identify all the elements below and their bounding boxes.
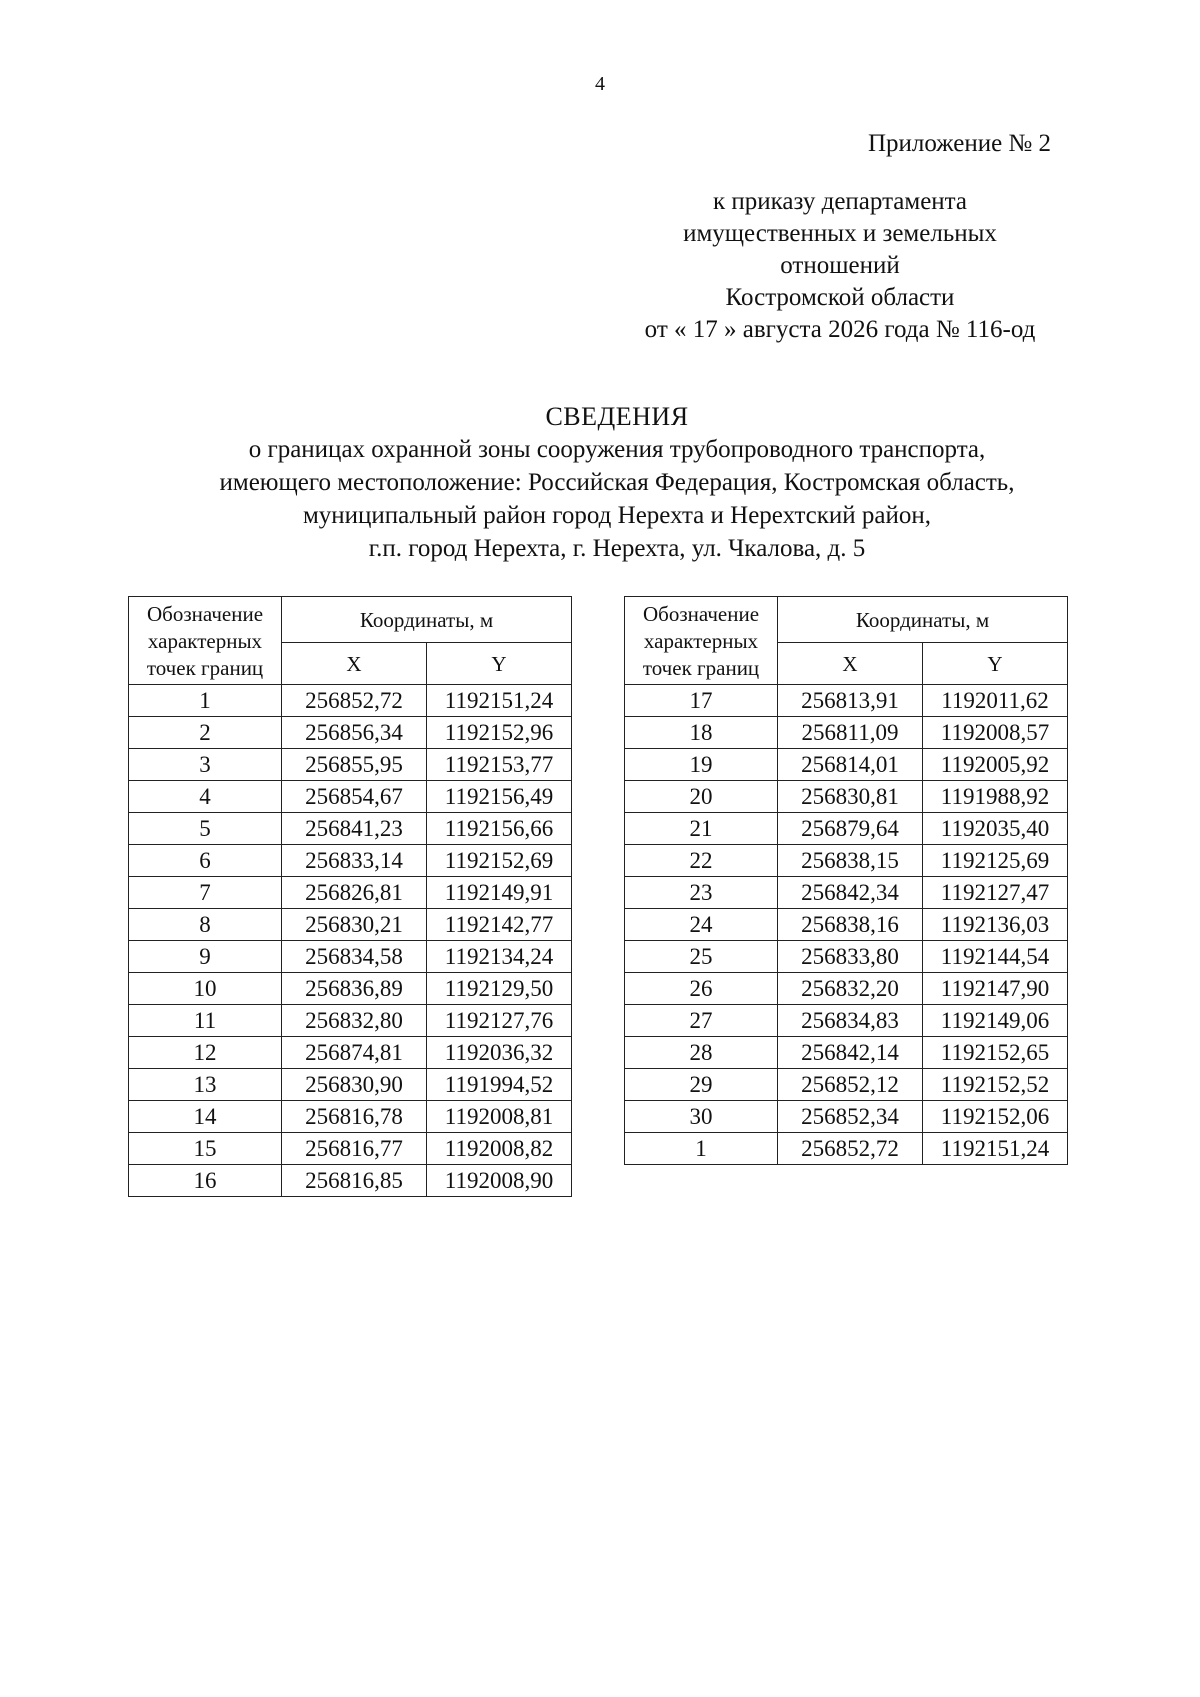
order-date-number: от « 17 » августа 2026 года № 116-од bbox=[644, 316, 1036, 343]
table-row bbox=[625, 781, 1068, 813]
point-cell: 17 bbox=[625, 685, 778, 717]
table-row bbox=[129, 845, 572, 877]
point-cell: 6 bbox=[129, 845, 282, 877]
table-row bbox=[129, 781, 572, 813]
y-coordinate-cell: 1192008,81 bbox=[427, 1101, 572, 1133]
point-column-header bbox=[625, 597, 778, 685]
x-coordinate-cell: 256830,90 bbox=[282, 1069, 427, 1101]
x-coordinate-cell: 256826,81 bbox=[282, 877, 427, 909]
y-coordinate-cell: 1192011,62 bbox=[923, 685, 1068, 717]
table-row bbox=[129, 1069, 572, 1101]
header-text: Обозначение bbox=[146, 602, 264, 626]
table-row bbox=[129, 973, 572, 1005]
y-coordinate-cell: 1192151,24 bbox=[923, 1133, 1068, 1165]
x-column-header: X bbox=[778, 643, 923, 685]
x-coordinate-cell: 256855,95 bbox=[282, 749, 427, 781]
point-cell: 27 bbox=[625, 1005, 778, 1037]
x-coordinate-cell: 256833,80 bbox=[778, 941, 923, 973]
x-coordinate-cell: 256813,91 bbox=[778, 685, 923, 717]
y-coordinate-cell: 1192008,90 bbox=[427, 1165, 572, 1197]
table-row bbox=[625, 1037, 1068, 1069]
point-cell: 1 bbox=[129, 685, 282, 717]
table-row bbox=[625, 1133, 1068, 1165]
point-cell: 13 bbox=[129, 1069, 282, 1101]
header-text: характерных bbox=[643, 629, 759, 653]
x-coordinate-cell: 256834,83 bbox=[778, 1005, 923, 1037]
table-row bbox=[129, 1005, 572, 1037]
header-text: характерных bbox=[147, 629, 263, 653]
appendix-label: Приложение № 2 bbox=[868, 130, 1052, 157]
table-row bbox=[129, 941, 572, 973]
y-coordinate-cell: 1192152,96 bbox=[427, 717, 572, 749]
point-cell: 25 bbox=[625, 941, 778, 973]
point-cell: 29 bbox=[625, 1069, 778, 1101]
y-coordinate-cell: 1192036,32 bbox=[427, 1037, 572, 1069]
y-coordinate-cell: 1192156,66 bbox=[427, 813, 572, 845]
table-row bbox=[625, 1101, 1068, 1133]
y-column-header: Y bbox=[427, 643, 572, 685]
x-coordinate-cell: 256834,58 bbox=[282, 941, 427, 973]
y-coordinate-cell: 1192156,49 bbox=[427, 781, 572, 813]
x-coordinate-cell: 256833,14 bbox=[282, 845, 427, 877]
page-number: 4 bbox=[595, 73, 605, 95]
point-cell: 20 bbox=[625, 781, 778, 813]
point-column-header bbox=[129, 597, 282, 685]
x-coordinate-cell: 256852,72 bbox=[282, 685, 427, 717]
point-cell: 11 bbox=[129, 1005, 282, 1037]
coordinates-header: Координаты, м bbox=[778, 597, 1068, 643]
table-row bbox=[625, 941, 1068, 973]
table-row bbox=[625, 685, 1068, 717]
x-coordinate-cell: 256852,34 bbox=[778, 1101, 923, 1133]
table-row bbox=[625, 973, 1068, 1005]
y-coordinate-cell: 1192152,06 bbox=[923, 1101, 1068, 1133]
heading-line: муниципальный район город Нерехта и Нерехтский район, bbox=[302, 502, 932, 529]
y-coordinate-cell: 1192129,50 bbox=[427, 973, 572, 1005]
coordinates-header: Координаты, м bbox=[282, 597, 572, 643]
point-cell: 5 bbox=[129, 813, 282, 845]
y-column-header: Y bbox=[923, 643, 1068, 685]
y-coordinate-cell: 1192152,65 bbox=[923, 1037, 1068, 1069]
x-coordinate-cell: 256856,34 bbox=[282, 717, 427, 749]
table-row bbox=[625, 717, 1068, 749]
y-coordinate-cell: 1192152,69 bbox=[427, 845, 572, 877]
x-coordinate-cell: 256832,20 bbox=[778, 973, 923, 1005]
x-coordinate-cell: 256830,81 bbox=[778, 781, 923, 813]
order-line: к приказу департамента bbox=[712, 188, 968, 215]
y-coordinate-cell: 1192134,24 bbox=[427, 941, 572, 973]
point-cell: 10 bbox=[129, 973, 282, 1005]
y-coordinate-cell: 1192144,54 bbox=[923, 941, 1068, 973]
y-coordinate-cell: 1192149,91 bbox=[427, 877, 572, 909]
order-line: имущественных и земельных bbox=[683, 220, 997, 247]
table-row bbox=[625, 749, 1068, 781]
x-coordinate-cell: 256852,72 bbox=[778, 1133, 923, 1165]
y-coordinate-cell: 1192008,82 bbox=[427, 1133, 572, 1165]
y-coordinate-cell: 1192125,69 bbox=[923, 845, 1068, 877]
table-row bbox=[129, 685, 572, 717]
point-cell: 26 bbox=[625, 973, 778, 1005]
table-row bbox=[625, 877, 1068, 909]
table-row bbox=[625, 1069, 1068, 1101]
point-cell: 19 bbox=[625, 749, 778, 781]
point-cell: 12 bbox=[129, 1037, 282, 1069]
table-row bbox=[129, 877, 572, 909]
x-coordinate-cell: 256879,64 bbox=[778, 813, 923, 845]
coordinates-table-right bbox=[624, 596, 1068, 1165]
table-row bbox=[129, 717, 572, 749]
x-coordinate-cell: 256842,34 bbox=[778, 877, 923, 909]
point-cell: 18 bbox=[625, 717, 778, 749]
order-line: Костромской области bbox=[725, 284, 955, 311]
heading-line: о границах охранной зоны сооружения трубопроводного транспорта, bbox=[248, 436, 986, 463]
y-coordinate-cell: 1192127,47 bbox=[923, 877, 1068, 909]
x-coordinate-cell: 256842,14 bbox=[778, 1037, 923, 1069]
y-coordinate-cell: 1192142,77 bbox=[427, 909, 572, 941]
table-row bbox=[129, 1165, 572, 1197]
point-cell: 30 bbox=[625, 1101, 778, 1133]
table-row bbox=[625, 845, 1068, 877]
table-row bbox=[129, 1101, 572, 1133]
point-cell: 24 bbox=[625, 909, 778, 941]
y-coordinate-cell: 1191994,52 bbox=[427, 1069, 572, 1101]
x-coordinate-cell: 256874,81 bbox=[282, 1037, 427, 1069]
y-coordinate-cell: 1192149,06 bbox=[923, 1005, 1068, 1037]
x-coordinate-cell: 256838,15 bbox=[778, 845, 923, 877]
table-row bbox=[129, 813, 572, 845]
header-text: Обозначение bbox=[642, 602, 760, 626]
table-row bbox=[625, 813, 1068, 845]
x-coordinate-cell: 256830,21 bbox=[282, 909, 427, 941]
table-row bbox=[129, 1133, 572, 1165]
x-coordinate-cell: 256841,23 bbox=[282, 813, 427, 845]
point-cell: 9 bbox=[129, 941, 282, 973]
coordinates-table-left bbox=[128, 596, 572, 1197]
heading-line: г.п. город Нерехта, г. Нерехта, ул. Чкалова, д. 5 bbox=[368, 535, 866, 562]
y-coordinate-cell: 1192151,24 bbox=[427, 685, 572, 717]
table-row bbox=[625, 909, 1068, 941]
point-cell: 28 bbox=[625, 1037, 778, 1069]
x-coordinate-cell: 256852,12 bbox=[778, 1069, 923, 1101]
x-coordinate-cell: 256811,09 bbox=[778, 717, 923, 749]
document-heading bbox=[0, 400, 1200, 565]
point-cell: 14 bbox=[129, 1101, 282, 1133]
y-coordinate-cell: 1192008,57 bbox=[923, 717, 1068, 749]
point-cell: 22 bbox=[625, 845, 778, 877]
point-cell: 8 bbox=[129, 909, 282, 941]
table-row bbox=[129, 749, 572, 781]
y-coordinate-cell: 1192127,76 bbox=[427, 1005, 572, 1037]
x-coordinate-cell: 256816,85 bbox=[282, 1165, 427, 1197]
x-column-header: X bbox=[282, 643, 427, 685]
header-text: точек границ bbox=[642, 656, 760, 680]
order-line: отношений bbox=[780, 252, 900, 279]
y-coordinate-cell: 1191988,92 bbox=[923, 781, 1068, 813]
x-coordinate-cell: 256836,89 bbox=[282, 973, 427, 1005]
point-cell: 21 bbox=[625, 813, 778, 845]
x-coordinate-cell: 256816,78 bbox=[282, 1101, 427, 1133]
point-cell: 4 bbox=[129, 781, 282, 813]
table-row bbox=[129, 909, 572, 941]
x-coordinate-cell: 256832,80 bbox=[282, 1005, 427, 1037]
y-coordinate-cell: 1192035,40 bbox=[923, 813, 1068, 845]
y-coordinate-cell: 1192005,92 bbox=[923, 749, 1068, 781]
x-coordinate-cell: 256838,16 bbox=[778, 909, 923, 941]
point-cell: 2 bbox=[129, 717, 282, 749]
point-cell: 15 bbox=[129, 1133, 282, 1165]
point-cell: 3 bbox=[129, 749, 282, 781]
order-reference bbox=[600, 186, 1080, 346]
y-coordinate-cell: 1192152,52 bbox=[923, 1069, 1068, 1101]
x-coordinate-cell: 256814,01 bbox=[778, 749, 923, 781]
y-coordinate-cell: 1192136,03 bbox=[923, 909, 1068, 941]
heading-line: имеющего местоположение: Российская Федерация, Костромская область, bbox=[219, 469, 1015, 496]
table-row bbox=[625, 1005, 1068, 1037]
y-coordinate-cell: 1192153,77 bbox=[427, 749, 572, 781]
y-coordinate-cell: 1192147,90 bbox=[923, 973, 1068, 1005]
point-cell: 7 bbox=[129, 877, 282, 909]
point-cell: 23 bbox=[625, 877, 778, 909]
x-coordinate-cell: 256854,67 bbox=[282, 781, 427, 813]
table-row bbox=[129, 1037, 572, 1069]
point-cell: 16 bbox=[129, 1165, 282, 1197]
document-title: СВЕДЕНИЯ bbox=[545, 402, 689, 431]
point-cell: 1 bbox=[625, 1133, 778, 1165]
header-text: точек границ bbox=[146, 656, 264, 680]
x-coordinate-cell: 256816,77 bbox=[282, 1133, 427, 1165]
